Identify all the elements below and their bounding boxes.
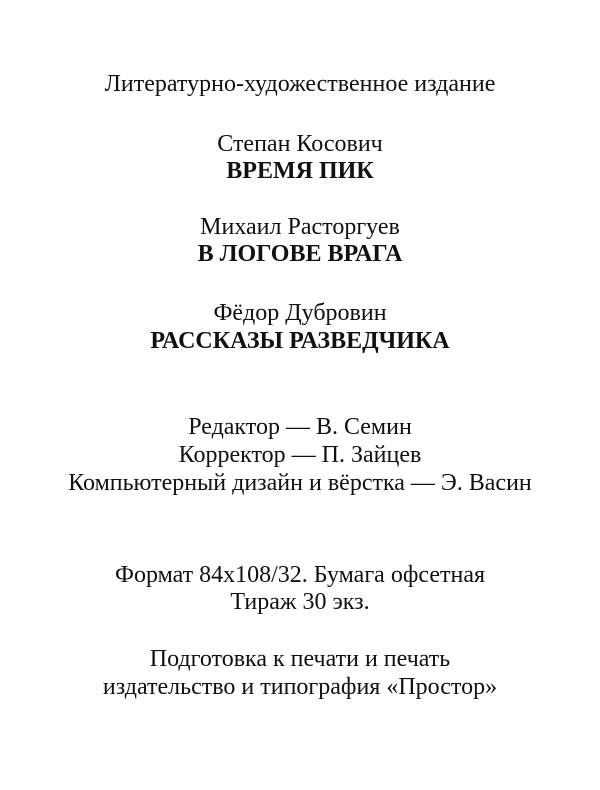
work-title-1: ВРЕМЯ ПИК bbox=[226, 158, 374, 184]
credit-editor: Редактор — В. Семин bbox=[188, 414, 412, 440]
printing-line-2: издательство и типография «Простор» bbox=[102, 674, 498, 700]
work-author-1: Степан Косович bbox=[217, 131, 383, 157]
credit-design: Компьютерный дизайн и вёрстка — Э. Васин bbox=[68, 470, 532, 496]
work-title-3: РАССКАЗЫ РАЗВЕДЧИКА bbox=[150, 328, 450, 354]
format-line: Формат 84х108/32. Бумага офсетная bbox=[114, 562, 486, 588]
work-title-2: В ЛОГОВЕ ВРАГА bbox=[197, 241, 403, 267]
credit-proofreader: Корректор — П. Зайцев bbox=[178, 442, 422, 468]
edition-type: Литературно-художественное издание bbox=[104, 71, 496, 97]
work-author-2: Михаил Расторгуев bbox=[200, 214, 400, 240]
print-run: Тираж 30 экз. bbox=[230, 589, 370, 615]
work-author-3: Фёдор Дубровин bbox=[213, 300, 387, 326]
printing-line-1: Подготовка к печати и печать bbox=[149, 646, 451, 672]
